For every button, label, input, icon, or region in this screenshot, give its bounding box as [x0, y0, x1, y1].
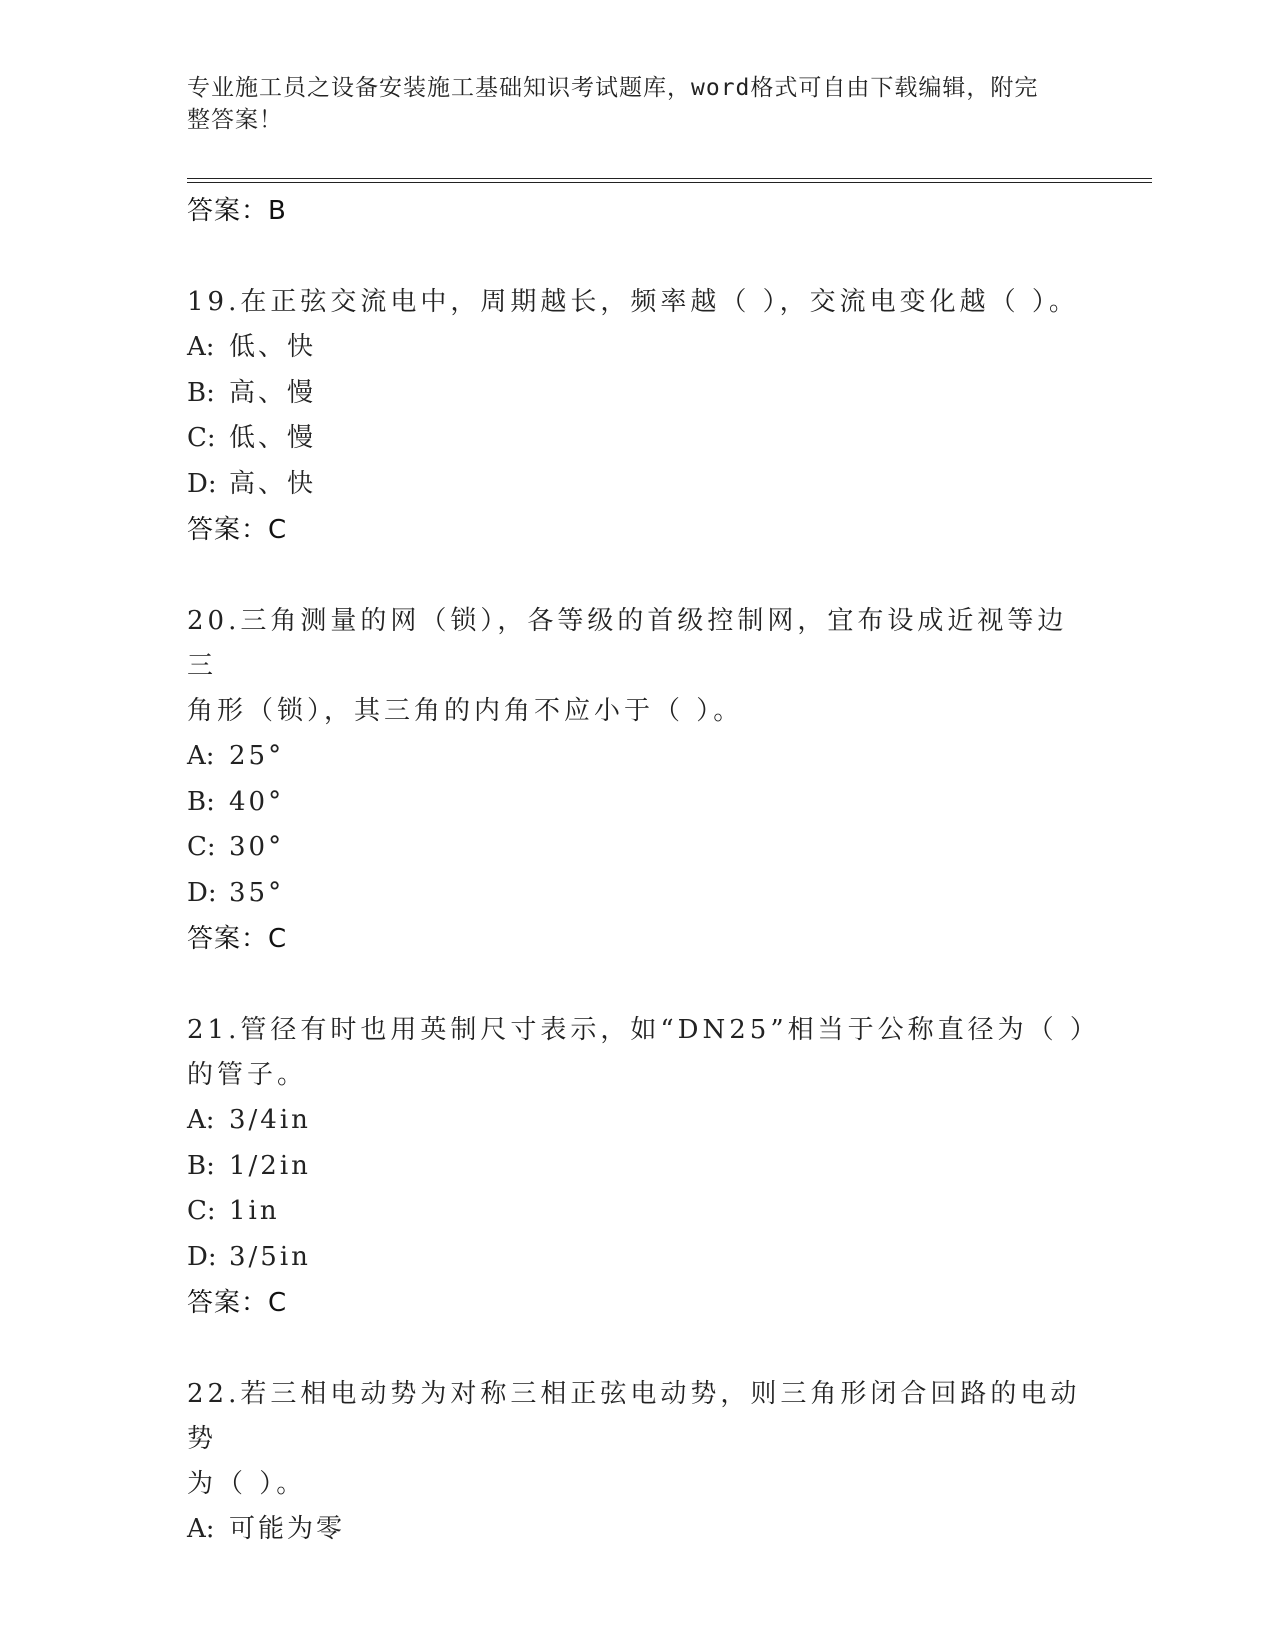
question-text: 19.在正弦交流电中，周期越长，频率越（ ），交流电变化越（ ）。 — [187, 287, 1079, 317]
question-text: 21.管径有时也用英制尺寸表示，如“DN25”相当于公称直径为（ ） — [187, 1015, 1100, 1045]
question-text: 20.三角测量的网（锁），各等级的首级控制网，宜布设成近视等边三 — [187, 606, 1068, 681]
answer: 答案：C — [187, 1288, 288, 1318]
answer: 答案：C — [187, 515, 288, 545]
question-21 — [187, 1008, 1100, 1326]
question-text-cont: 角形（锁），其三角的内角不应小于（ ）。 — [187, 696, 744, 726]
option-d: D: 高、快 — [187, 468, 317, 499]
option-a: A: 可能为零 — [187, 1514, 346, 1544]
document-header — [187, 72, 1067, 136]
question-text-cont: 为（ ）。 — [187, 1469, 307, 1499]
option-b: B: 高、慢 — [187, 377, 317, 408]
question-22 — [187, 1372, 1087, 1553]
option-c: C: 30° — [187, 832, 285, 862]
document-body — [187, 188, 1100, 1553]
option-a: A: 25° — [187, 741, 285, 771]
option-b: B: 40° — [187, 786, 285, 817]
header-line-2: 整答案！ — [187, 107, 283, 133]
option-a: A: 低、快 — [187, 332, 317, 362]
answer-prev: 答案：B — [187, 196, 287, 226]
option-d: D: 35° — [187, 877, 285, 908]
option-d: D: 3/5in — [187, 1241, 311, 1272]
answer: 答案：C — [187, 924, 288, 954]
question-text-cont: 的管子。 — [187, 1060, 308, 1090]
option-c: C: 1in — [187, 1196, 280, 1226]
option-a: A: 3/4in — [187, 1105, 311, 1135]
option-b: B: 1/2in — [187, 1150, 311, 1181]
question-19 — [187, 280, 1087, 553]
header-line-1: 专业施工员之设备安装施工基础知识考试题库，word格式可自由下载编辑，附完 — [187, 75, 1039, 101]
header-rule-double — [187, 182, 1152, 183]
question-text: 22.若三相电动势为对称三相正弦电动势，则三角形闭合回路的电动势 — [187, 1379, 1081, 1454]
option-c: C: 低、慢 — [187, 423, 317, 453]
header-rule — [187, 178, 1152, 179]
question-20 — [187, 599, 1087, 962]
